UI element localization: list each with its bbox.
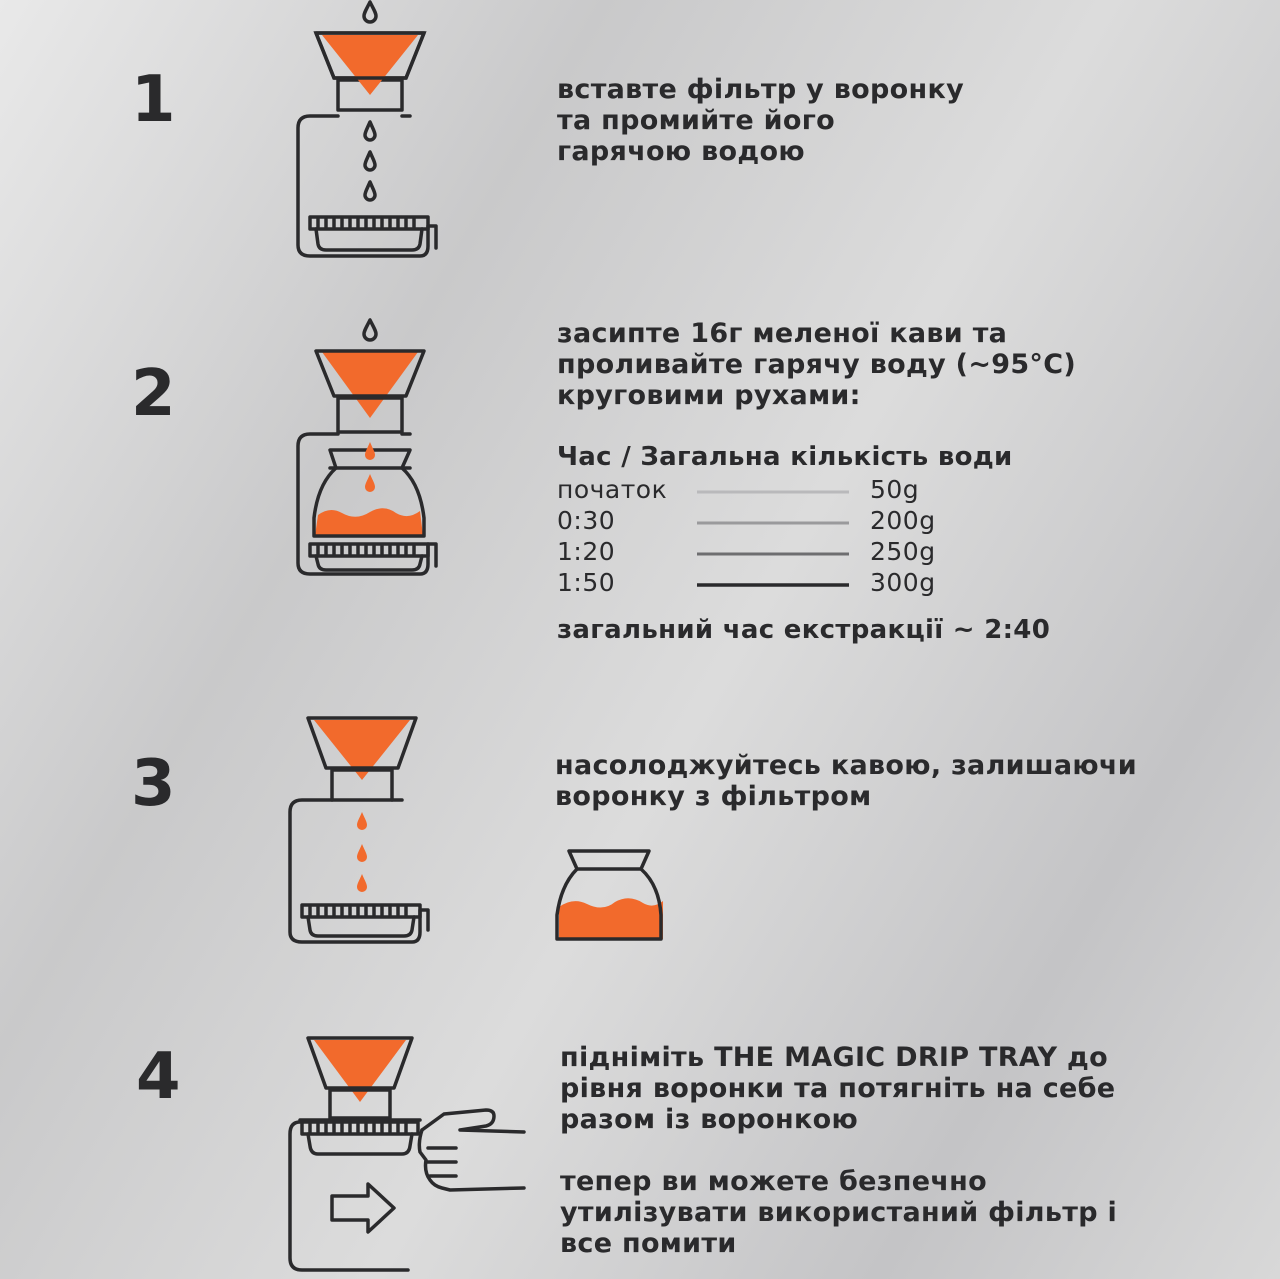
step-2-line-3: круговими рухами:	[557, 380, 861, 411]
step-4-note	[560, 1166, 1117, 1259]
water-table	[557, 475, 977, 599]
table-line	[697, 521, 849, 525]
step-3-line-2: воронку з фільтром	[555, 781, 872, 812]
table-row	[557, 506, 977, 537]
table-amount: 50g	[870, 475, 920, 504]
step-2-line-2: проливайте гарячу воду (~95°C)	[557, 349, 1076, 380]
step-2-text	[557, 318, 1076, 411]
step-1-line-3: гарячою водою	[557, 136, 805, 167]
carafe-icon	[553, 847, 668, 947]
table-amount: 300g	[870, 568, 936, 597]
dripper-tray-icon	[282, 710, 442, 950]
table-amount: 200g	[870, 506, 936, 535]
table-time: 0:30	[557, 506, 616, 535]
step-4-text	[560, 1042, 1115, 1135]
table-time: 1:50	[557, 568, 616, 597]
step-4-line-1: підніміть THE MAGIC DRIP TRAY до	[560, 1042, 1108, 1073]
step-number: 3	[131, 747, 176, 821]
table-row	[557, 568, 977, 599]
step-1-line-1: вставте фільтр у воронку	[557, 74, 964, 105]
step-number: 4	[136, 1040, 181, 1114]
dripper-with-carafe-icon	[290, 318, 450, 588]
step-number: 2	[131, 357, 176, 431]
step-2-line-1: засипте 16г меленої кави та	[557, 318, 1008, 349]
step-4-line-2: рівня воронки та потягніть на себе	[560, 1073, 1116, 1104]
step-number: 1	[131, 63, 176, 137]
step-4-line-3: разом із воронкою	[560, 1104, 858, 1135]
table-row	[557, 475, 977, 506]
table-line	[697, 490, 849, 494]
step-1-line-2: та промийте його	[557, 105, 835, 136]
water-table-title: Час / Загальна кількість води	[557, 442, 1013, 472]
table-line	[697, 552, 849, 556]
drip-tray-pull-icon	[280, 1030, 530, 1275]
dripper-icon	[290, 0, 450, 270]
step-1-text	[557, 74, 964, 167]
step-3-line-1: насолоджуйтесь кавою, залишаючи	[555, 750, 1137, 781]
step-4-note-line-1: тепер ви можете безпечно	[560, 1166, 987, 1197]
table-row	[557, 537, 977, 568]
step-4-note-line-2: утилізувати використаний фільтр і	[560, 1197, 1118, 1228]
step-3-text	[555, 750, 1137, 812]
table-time: 1:20	[557, 537, 616, 566]
step-4-note-line-3: все помити	[560, 1228, 737, 1259]
table-amount: 250g	[870, 537, 936, 566]
table-line	[697, 583, 849, 587]
extraction-total: загальний час екстракції ~ 2:40	[557, 615, 1051, 645]
table-time: початок	[557, 475, 668, 504]
